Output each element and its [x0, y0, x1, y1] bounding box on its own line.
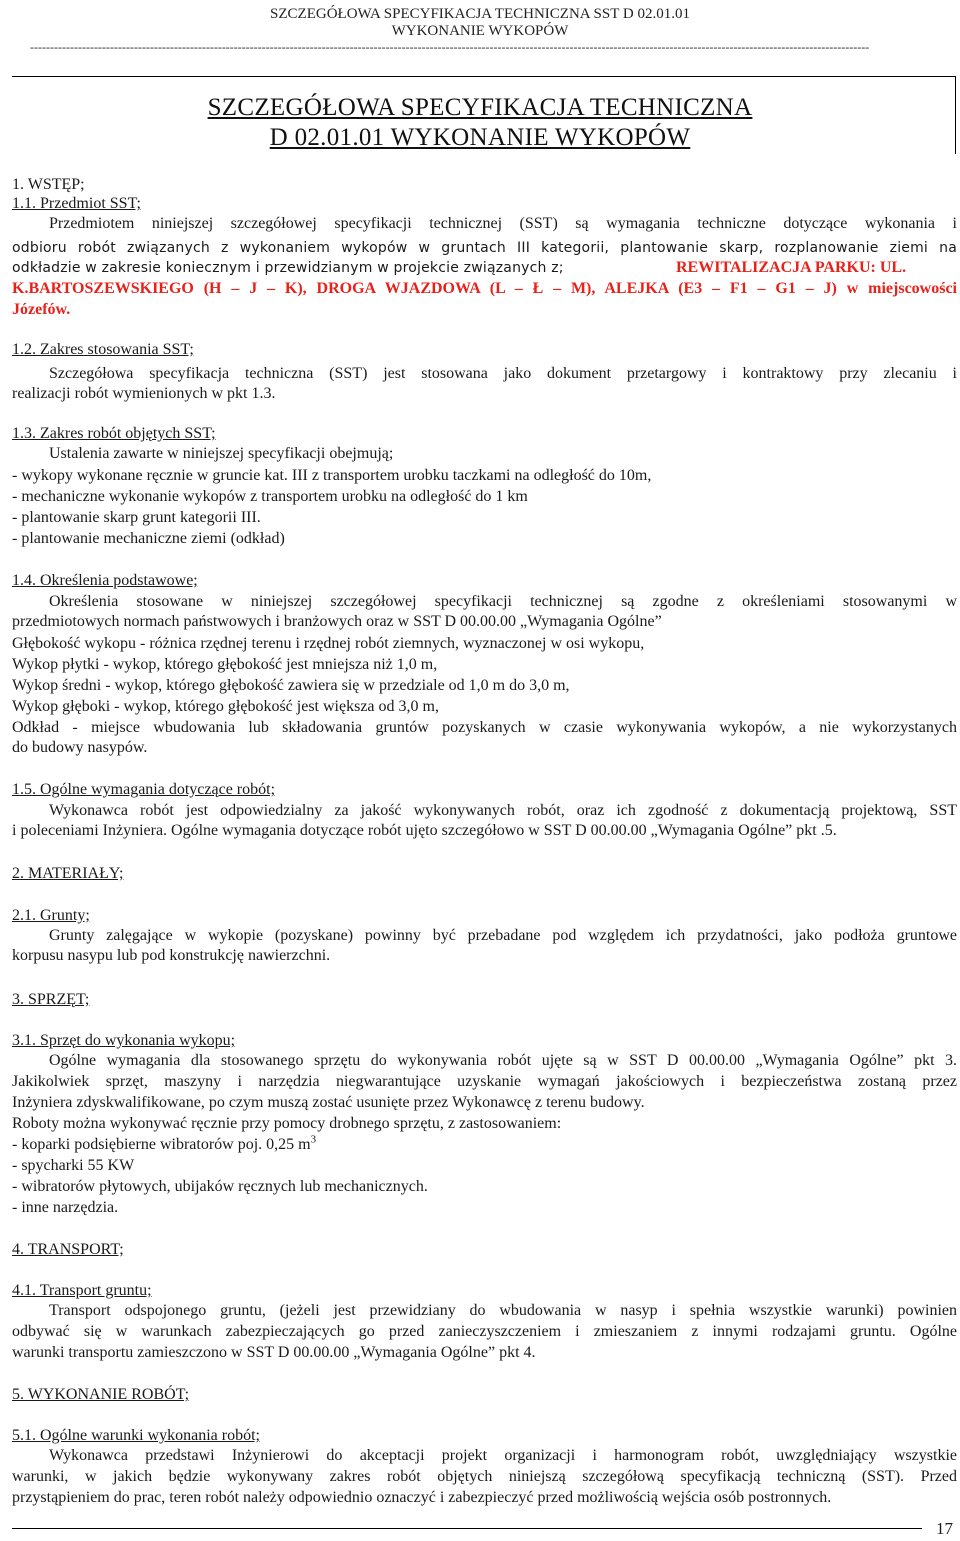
paragraph-1-3-intro: Ustalenia zawarte w niniejszej specyfikacji obejmują; [49, 445, 394, 462]
paragraph-1-5-line2: i poleceniami Inżyniera. Ogólne wymagania dotyczące robót ujęto szczegółowo w SST D 00.00.00 „Wymagania Ogólne” pkt .5. [12, 822, 837, 839]
section-1-5-heading: 1.5. Ogólne wymagania dotyczące robót; [12, 781, 276, 798]
running-header [0, 6, 960, 40]
paragraph-1-2-line1: Szczegółowa specyfikacja techniczna (SST) jest stosowana jako dokument przetargowy i kontraktowy przy zlecaniu i [49, 365, 957, 382]
paragraph-3-1-line4: Roboty można wykonywać ręcznie przy pomocy drobnego sprzętu, z zastosowaniem: [12, 1115, 562, 1132]
section-2-1-heading: 2.1. Grunty; [12, 907, 90, 924]
paragraph-1-4-line1: Określenia stosowane w niniejszej szczegółowej specyfikacji technicznej są zgodne z określeniami stosowanymi w [49, 593, 957, 610]
definition-shallow-excavation: Wykop płytki - wykop, którego głębokość jest mniejsza niż 1,0 m, [12, 656, 438, 673]
cubic-superscript: 3 [310, 1133, 317, 1146]
definition-medium-excavation: Wykop średni - wykop, którego głębokość zawiera się w przedziale od 1,0 m do 3,0 m, [12, 677, 570, 694]
section-5-1-heading: 5.1. Ogólne warunki wykonania robót; [12, 1427, 260, 1444]
paragraph-1-4-line2: przedmiotowych normach państwowych i branżowych oraz w SST D 00.00.00 „Wymagania Ogólne” [12, 613, 662, 630]
paragraph-4-1-line3: warunki transportu zamieszczono w SST D 00.00.00 „Wymagania Ogólne” pkt 4. [12, 1344, 536, 1361]
header-dash-separator: ------------------------------------------------------------------------------------------------------------------------------------------------------------------------------------------------------------------ [30, 40, 870, 54]
equipment-item-bulldozer: - spycharki 55 KW [12, 1157, 135, 1174]
equipment-item-tools: - inne narzędzia. [12, 1199, 119, 1216]
section-5-heading: 5. WYKONANIE ROBÓT; [12, 1386, 190, 1403]
section-3-1-heading: 3.1. Sprzęt do wykonania wykopu; [12, 1032, 236, 1049]
paragraph-1-2-line2: realizacji robót wymienionych w pkt 1.3. [12, 385, 276, 402]
equipment-item-excavator [12, 1135, 957, 1155]
paragraph-5-1-line1: Wykonawca przedstawi Inżynierowi do akceptacji projekt organizacji i harmonogram robót, uwzględniający wszystkie [49, 1447, 957, 1464]
paragraph-1-1-line2: odbioru robót związanych z wykonaniem wykopów w gruntach III kategorii, plantowanie skarp, rozplanowanie ziemi na [12, 240, 957, 256]
list-item-1-3-4: - plantowanie mechaniczne ziemi (odkład) [12, 530, 285, 547]
section-4-1-heading: 4.1. Transport gruntu; [12, 1282, 152, 1299]
list-item-1-3-2: - mechaniczne wykonanie wykopów z transportem urobku na odległość do 1 km [12, 488, 528, 505]
definition-spoil-line1: Odkład - miejsce wbudowania lub składowania gruntów pozyskanych w czasie wykonywania wykopów, a nie wykorzystanych [12, 719, 957, 736]
paragraph-5-1-line3: przystąpieniem do prac, teren robót należy odpowiednio oznaczyć i zabezpieczyć przed możliwością wejścia osób postronnych. [12, 1489, 832, 1506]
list-item-1-3-1: - wykopy wykonane ręcznie w gruncie kat. III z transportem urobku taczkami na odległość do 10m, [12, 467, 652, 484]
paragraph-3-1-line2: Jakikolwiek sprzęt, maszyny i narzędzia niegwarantujące uzyskanie wymagań jakościowych i bezpieczeństwa zostaną przez [12, 1073, 957, 1090]
paragraph-4-1-line1: Transport odspojonego gruntu, (jeżeli jest przewidziany do wbudowania w nasyp i spełnia wszystkie warunki) powinien [49, 1302, 957, 1319]
running-header-line2: WYKONANIE WYKOPÓW [391, 23, 569, 39]
document-title-line1: SZCZEGÓŁOWA SPECYFIKACJA TECHNICZNA [207, 94, 753, 121]
paragraph-2-1-line1: Grunty zalęgające w wykopie (pozyskane) powinny być przebadane pod względem ich przydatności, jako podłoża gruntowe [49, 927, 957, 944]
equipment-item-vibrators: - wibratorów płytowych, ubijaków ręcznych lub mechanicznych. [12, 1178, 428, 1195]
paragraph-4-1-line2: odbywać się w warunkach zabezpieczających go przed zanieczyszczeniem i zmieszaniem z innymi rodzajami gruntu. Ogólne [12, 1323, 957, 1340]
equipment-item-excavator-text: - koparki podsiębierne wibratorów poj. 0,25 m [12, 1136, 311, 1153]
paragraph-3-1-line1: Ogólne wymagania dla stosowanego sprzętu do wykonywania robót ujęte są w SST D 00.00.00 „Wymagania Ogólne” pkt 3. [49, 1052, 957, 1069]
section-1-3-heading: 1.3. Zakres robót objętych SST; [12, 425, 216, 442]
paragraph-5-1-line2: warunki, w jakich będzie wykonywany zakres robót objętych niniejszą szczegółową specyfikacją techniczną (SST). Przed [12, 1468, 957, 1485]
project-name-start: REWITALIZACJA PARKU: UL. [676, 259, 907, 276]
section-1-2-heading: 1.2. Zakres stosowania SST; [12, 341, 194, 358]
paragraph-1-1-line1: Przedmiotem niniejszej szczegółowej specyfikacji technicznej (SST) są wymagania techniczne dotyczące wykonania i [49, 215, 957, 232]
section-1-heading: 1. WSTĘP; [12, 176, 85, 193]
paragraph-2-1-line2: korpusu nasypu lub pod konstrukcję nawierzchni. [12, 947, 331, 964]
section-1-1-heading: 1.1. Przedmiot SST; [12, 195, 141, 212]
section-1-4-heading: 1.4. Określenia podstawowe; [12, 572, 198, 589]
project-name-continued: K.BARTOSZEWSKIEGO (H – J – K), DROGA WJAZDOWA (L – Ł – M), ALEJKA (E3 – F1 – G1 – J) w miejscowości [12, 280, 957, 297]
footer-rule [12, 1528, 922, 1529]
paragraph-1-1-line3 [12, 258, 957, 278]
project-location: Józefów. [12, 301, 71, 318]
paragraph-1-1-line3-text: odkładzie w zakresie koniecznym i przewidzianym w projekcie związanych z; [12, 260, 564, 276]
section-4-heading: 4. TRANSPORT; [12, 1241, 124, 1258]
paragraph-1-5-line1: Wykonawca robót jest odpowiedzialny za jakość wykonywanych robót, oraz ich zgodność z dokumentacją projektową, SST [49, 802, 957, 819]
paragraph-3-1-line3: Inżyniera zdyskwalifikowane, po czym muszą zostać usunięte przez Wykonawcę z terenu budowy. [12, 1094, 645, 1111]
list-item-1-3-3: - plantowanie skarp grunt kategorii III. [12, 509, 261, 526]
document-title-line2: D 02.01.01 WYKONANIE WYKOPÓW [269, 124, 691, 151]
section-2-heading: 2. MATERIAŁY; [12, 865, 124, 882]
definition-depth: Głębokość wykopu - różnica rzędnej terenu i rzędnej robót ziemnych, wyznaczonej w osi wykopu, [12, 635, 645, 652]
section-3-heading: 3. SPRZĘT; [12, 991, 90, 1008]
definition-spoil-line2: do budowy nasypów. [12, 739, 148, 756]
page-number: 17 [936, 1519, 953, 1538]
running-header-line1: SZCZEGÓŁOWA SPECYFIKACJA TECHNICZNA SST D 02.01.01 [270, 6, 690, 22]
definition-deep-excavation: Wykop głęboki - wykop, którego głębokość jest większa od 3,0 m, [12, 698, 439, 715]
